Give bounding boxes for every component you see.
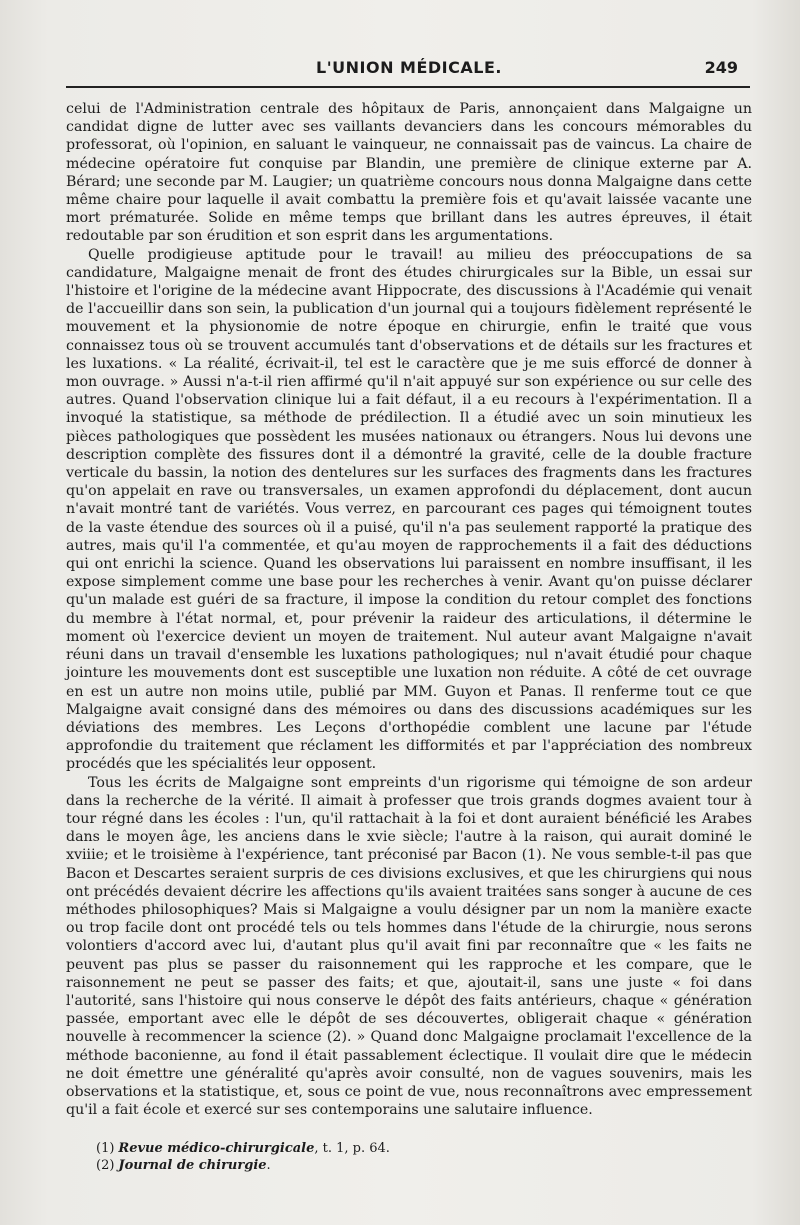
page-header [68, 58, 750, 84]
footnote-1-mark: (1) [96, 1141, 115, 1156]
paragraph-3: Tous les écrits de Malgaigne sont empreints d'un rigorisme qui témoigne de son ardeur dans la recherche de la vérité. Il aimait à professer que trois grands dogmes avaient tour à tour régné dans les écoles : l'un, qu'il rattachait à la foi et dont auraient bénéficié les Arabes dans le moyen âge, les anciens dans le xvie siècle; l'autre à la raison, qui aurait dominé le xviiie; et le troisième à l'expérience, tant préconisé par Bacon (1). Ne vous semble-t-il pas que Bacon et Descartes seraient surpris de ces divisions exclusives, et que les chirurgiens qui nous ont précédés devaient décrire les affections qu'ils avaient traitées sans songer à aucune de ces méthodes philosophiques? Mais si Malgaigne a voulu désigner par un nom la manière exacte ou trop facile dont ont procédé tels ou tels hommes dans l'étude de la chirurgie, nous serons volontiers d'accord avec lui, d'autant plus qu'il avait fini par reconnaître que « les faits ne peuvent pas plus se passer du raisonnement qui les rapproche et les compare, que le raisonnement ne peut se passer des faits; et que, ajoutait-il, sans une juste « foi dans l'autorité, sans l'histoire qui nous conserve le dépôt des faits antérieurs, chaque « génération passée, emportant avec elle le dépôt de ses découvertes, obligerait chaque « génération nouvelle à recommencer la science (2). » Quand donc Malgaigne proclamait l'excellence de la méthode baconienne, au fond il était passablement éclectique. Il voulait dire que le médecin ne doit émettre une généralité qu'après avoir consulté, non de vagues souvenirs, mais les observations et la statistique, et, sous ce point de vue, nous reconnaîtrons avec empressement qu'il a fait école et exercé sur ses contemporains une salutaire influence. [66, 774, 752, 1119]
footnote-2 [96, 1157, 736, 1174]
body-text [66, 100, 752, 1119]
running-title: L'UNION MÉDICALE. [316, 58, 502, 77]
paragraph-1: celui de l'Administration centrale des hôpitaux de Paris, annonçaient dans Malgaigne un candidat digne de lutter avec ses vaillants devanciers dans les concours mémorables du professorat, où l'opinion, en saluant le vainqueur, ne connaissait pas de vaincus. La chaire de médecine opératoire fut conquise par Blandin, une première de clinique externe par A. Bérard; une seconde par M. Laugier; un quatrième concours nous donna Malgaigne dans cette même chaire pour laquelle il avait combattu la première fois et qu'avait laissée vacante une mort prématurée. Solide en même temps que brillant dans les autres épreuves, il était redoutable par son érudition et son esprit dans les argumentations. [66, 101, 752, 245]
footnote-1-rest: , t. 1, p. 64. [314, 1141, 390, 1156]
footnote-1-title: Revue médico-chirurgicale [118, 1141, 315, 1156]
paragraph-2: Quelle prodigieuse aptitude pour le travail! au milieu des préoccupations de sa candidature, Malgaigne menait de front des études chirurgicales sur la Bible, un essai sur l'histoire et l'origine de la médecine avant Hippocrate, des discussions à l'Académie qui venait de l'accueillir dans son sein, la publication d'un journal qui a toujours fidèlement représenté le mouvement et la physionomie de notre époque en chirurgie, enfin le traité que vous connaissez tous où se trouvent accumulés tant d'observations et de détails sur les fractures et les luxations. « La réalité, écrivait-il, tel est le caractère que je me suis efforcé de donner à mon ouvrage. » Aussi n'a-t-il rien affirmé qu'il n'ait appuyé sur son expérience ou sur celle des autres. Quand l'observation clinique lui a fait défaut, il a eu recours à l'expérimentation. Il a invoqué la statistique, sa méthode de prédilection. Il a étudié avec un soin minutieux les pièces pathologiques que possèdent les musées nationaux ou étrangers. Nous lui devons une description complète des fissures dont il a démontré la gravité, celle de la double fracture verticale du bassin, la notion des dentelures sur les surfaces des fragments dans les fractures qu'on appelait en rave ou transversales, un examen approfondi du déplacement, dont aucun n'avait montré tant de variétés. Vous verrez, en parcourant ces pages qui témoignent toutes de la vaste étendue des sources où il a puisé, qu'il n'a pas seulement rapporté la pratique des autres, mais qu'il l'a commentée, et qu'au moyen de rapprochements il a fait des déductions qui ont enrichi la science. Quand les observations lui paraissent en nombre insuffisant, il les expose simplement comme une base pour les recherches à venir. Avant qu'on puisse déclarer qu'un malade est guéri de sa fracture, il impose la condition du retour complet des fonctions du membre à l'état normal, et, pour prévenir la raideur des articulations, il détermine le moment où l'exercice devient un moyen de traitement. Nul auteur avant Malgaigne n'avait réuni dans un travail d'ensemble les luxations pathologiques; nul n'avait étudié pour chaque jointure les mouvements dont est susceptible une luxation non réduite. A côté de cet ouvrage en est un autre non moins utile, publié par MM. Guyon et Panas. Il renferme tout ce que Malgaigne avait consigné dans des mémoires ou dans des discussions académiques sur les déviations des membres. Les Leçons d'orthopédie comblent une lacune par l'étude approfondie du traitement que réclament les difformités et par l'appréciation des nombreux procédés que les spécialités leur opposent. [66, 246, 752, 773]
footnote-2-mark: (2) [96, 1158, 115, 1173]
footnote-1 [96, 1140, 736, 1157]
footnote-2-rest: . [266, 1158, 271, 1173]
page-number: 249 [704, 58, 738, 77]
footnotes [96, 1140, 736, 1174]
header-rule [66, 86, 750, 88]
footnote-2-title: Journal de chirurgie [118, 1158, 267, 1173]
